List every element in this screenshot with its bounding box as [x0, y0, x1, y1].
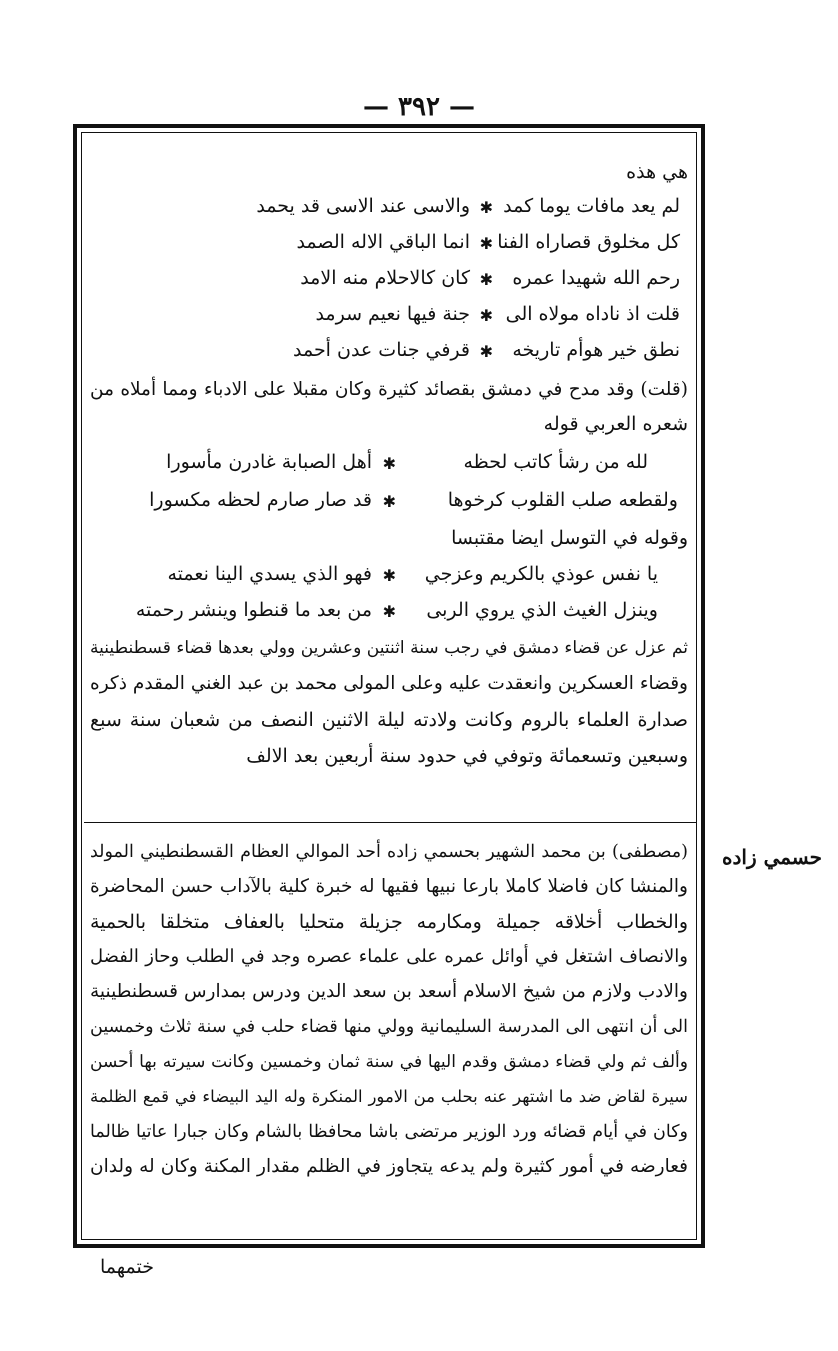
prose-line: وألف ثم ولي قضاء دمشق وقدم اليها في سنة ثمان وخمسين وكانت سيرته بها أحسن [90, 1052, 688, 1072]
margin-heading: حسمي زاده [722, 845, 822, 869]
page-number: — ٣٩٢ — [362, 92, 476, 122]
prose-line: وسبعين وتسعمائة وتوفي في حدود سنة أربعين بعد الالف [246, 745, 688, 767]
verse-hemistich: جنة فيها نعيم سرمد [315, 303, 470, 325]
prose-line: صدارة العلماء بالروم وكانت ولادته ليلة الاثنين النصف من شعبان سنة سبع [90, 709, 688, 731]
verse-hemistich: ولقطعه صلب القلوب كرخوها [447, 489, 678, 511]
verse-hemistich: كل مخلوق قصاراه الفنا [497, 231, 680, 253]
prose-line: سيرة لقاض ضد ما اشتهر عنه بحلب من الامور المنكرة وله اليد البيضاء في قمع الظلمة [90, 1087, 688, 1106]
catchword: ختمهما [100, 1256, 154, 1278]
prose-line: ثم عزل عن قضاء دمشق في رجب سنة اثنتين وعشرين وولي بعدها قضاء قسطنطينية [90, 638, 688, 658]
verse-hemistich: لله من رشأ كاتب لحظه [463, 451, 648, 473]
prose-line: والمنشا كان فاضلا كاملا بارعا نبيها فقيها له خبرة كلية بالآداب حسن المحاضرة [90, 876, 688, 897]
verse-hemistich: كان كالاحلام منه الامد [300, 267, 470, 289]
prose-line: والادب ولازم من شيخ الاسلام أسعد بن سعد الدين ودرس بمدارس قسطنطينية [90, 981, 688, 1002]
prose-line: وقوله في التوسل ايضا مقتبسا [451, 527, 688, 549]
prose-line: وقضاء العسكرين وانعقدت عليه وعلى المولى محمد بن عبد الغني المقدم ذكره [90, 673, 688, 694]
section-divider [84, 822, 696, 823]
verse-hemistich: فهو الذي يسدي الينا نعمته [167, 563, 372, 585]
verse-separator-icon: ✱ [382, 492, 396, 511]
verse-hemistich: انما الباقي الاله الصمد [296, 231, 470, 253]
verse-hemistich: نطق خير هوأم تاريخه [512, 339, 680, 361]
verse-hemistich: وينزل الغيث الذي يروي الربى [426, 599, 658, 621]
prose-line: فعارضه في أمور كثيرة ولم يدعه يتجاوز في الظلم مقدار المكنة وكان له ولدان [90, 1156, 688, 1177]
prose-line: والخطاب أخلاقه جميلة ومكارمه جزيلة متحليا بالعفاف متخلقا بالحمية [90, 911, 688, 933]
prose-line: والانصاف اشتغل في أوائل عمره على علماء عصره وجد في الطلب وحاز الفضل [90, 946, 688, 967]
prose-line: شعره العربي قوله [543, 413, 688, 435]
verse-hemistich: أهل الصبابة غادرن مأسورا [166, 451, 372, 473]
verse-separator-icon: ✱ [382, 454, 396, 473]
verse-separator-icon: ✱ [479, 198, 493, 217]
verse-separator-icon: ✱ [479, 234, 493, 253]
intro-text: هي هذه [626, 161, 688, 183]
verse-separator-icon: ✱ [479, 270, 493, 289]
verse-hemistich: من بعد ما قنطوا وينشر رحمته [135, 599, 372, 621]
verse-hemistich: قد صار صارم لحظه مكسورا [149, 489, 372, 511]
prose-line: وكان في أيام قضائه ورد الوزير مرتضى باشا محافظا بالشام وكان جبارا عاتيا ظالما [90, 1122, 688, 1142]
verse-separator-icon: ✱ [382, 602, 396, 621]
verse-hemistich: يا نفس عوذي بالكريم وعزجي [424, 563, 658, 585]
verse-separator-icon: ✱ [479, 342, 493, 361]
verse-hemistich: والاسى عند الاسى قد يحمد [256, 195, 470, 217]
prose-line: الى أن انتهى الى المدرسة السليمانية وولي منها قضاء حلب في سنة ثلاث وخمسين [90, 1017, 688, 1037]
verse-hemistich: لم يعد مافات يوما كمد [503, 195, 680, 217]
verse-separator-icon: ✱ [479, 306, 493, 325]
prose-line: (مصطفى) بن محمد الشهير بحسمي زاده أحد الموالي العظام القسطنطيني المولد [90, 842, 688, 862]
verse-hemistich: قرفي جنات عدن أحمد [292, 339, 470, 361]
verse-hemistich: قلت اذ ناداه مولاه الى [505, 303, 680, 325]
verse-separator-icon: ✱ [382, 566, 396, 585]
verse-hemistich: رحم الله شهيدا عمره [512, 267, 680, 289]
prose-line: (قلت) وقد مدح في دمشق بقصائد كثيرة وكان مقبلا على الادباء ومما أملاه من [90, 379, 688, 400]
